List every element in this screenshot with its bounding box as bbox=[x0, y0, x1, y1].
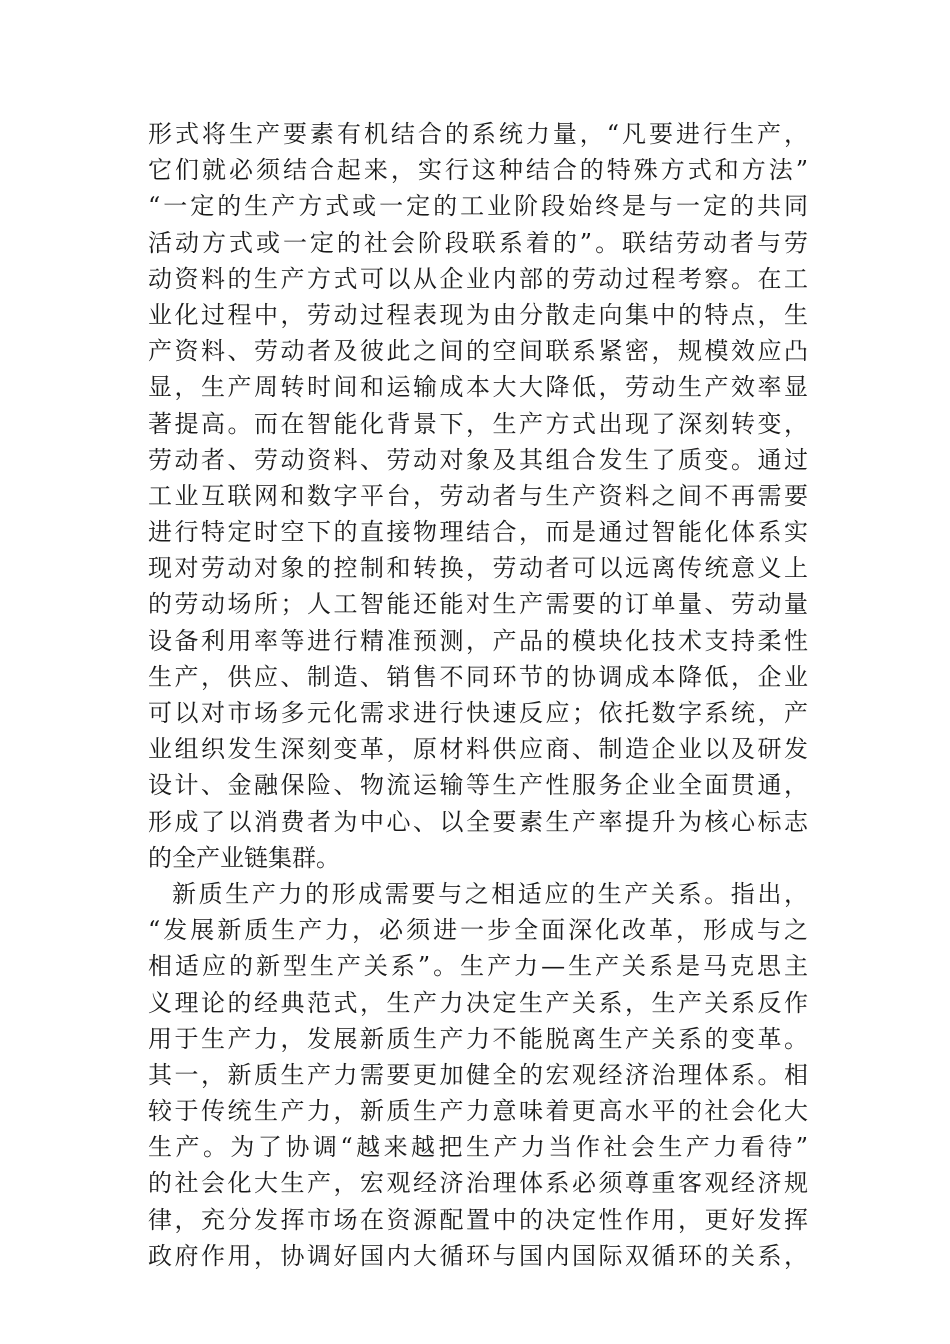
text-line: 产资料、劳动者及彼此之间的空间联系紧密，规模效应凸 bbox=[148, 337, 808, 366]
text-line: 显，生产周转时间和运输成本大大降低，劳动生产效率显 bbox=[148, 373, 808, 402]
text-line: 动资料的生产方式可以从企业内部的劳动过程考察。在工 bbox=[148, 264, 808, 293]
text-line: 可以对市场多元化需求进行快速反应；依托数字系统，产 bbox=[148, 699, 808, 727]
text-line: 形式将生产要素有机结合的系统力量，“凡要进行生产， bbox=[148, 120, 808, 148]
text-line: 现对劳动对象的控制和转换，劳动者可以远离传统意义上 bbox=[148, 554, 808, 583]
text-line: 业化过程中，劳动过程表现为由分散走向集中的特点，生 bbox=[148, 300, 808, 329]
text-line: 工业互联网和数字平台，劳动者与生产资料之间不再需要 bbox=[148, 481, 808, 510]
text-line: 政府作用，协调好国内大循环与国内国际双循环的关系， bbox=[148, 1241, 808, 1270]
text-line: 的社会化大生产，宏观经济治理体系必须尊重客观经济规 bbox=[148, 1169, 808, 1198]
text-line: 相适应的新型生产关系”。生产力—生产关系是马克思主 bbox=[148, 952, 808, 981]
text-line: 的全产业链集群。 bbox=[148, 843, 340, 872]
text-line: 其一，新质生产力需要更加健全的宏观经济治理体系。相 bbox=[148, 1060, 808, 1089]
text-line: 生产，供应、制造、销售不同环节的协调成本降低，企业 bbox=[148, 662, 808, 691]
text-line: 著提高。而在智能化背景下，生产方式出现了深刻转变， bbox=[148, 409, 808, 438]
document-body bbox=[148, 116, 808, 1274]
text-line: 律，充分发挥市场在资源配置中的决定性作用，更好发挥 bbox=[148, 1205, 808, 1234]
text-line: 进行特定时空下的直接物理结合，而是通过智能化体系实 bbox=[148, 518, 808, 547]
text-line: 生产。为了协调“越来越把生产力当作社会生产力看待” bbox=[148, 1133, 808, 1162]
text-line: 设计、金融保险、物流运输等生产性服务企业全面贯通， bbox=[148, 771, 808, 800]
paragraph-1 bbox=[148, 116, 808, 876]
text-line: 它们就必须结合起来，实行这种结合的特殊方式和方法” bbox=[148, 156, 808, 185]
text-line: 义理论的经典范式，生产力决定生产关系，生产关系反作 bbox=[148, 988, 808, 1017]
text-line: 设备利用率等进行精准预测，产品的模块化技术支持柔性 bbox=[148, 626, 808, 655]
text-line: 新质生产力的形成需要与之相适应的生产关系。指出， bbox=[172, 879, 808, 908]
text-line: 用于生产力，发展新质生产力不能脱离生产关系的变革。 bbox=[148, 1024, 808, 1053]
text-line: “发展新质生产力，必须进一步全面深化改革，形成与之 bbox=[148, 916, 808, 945]
text-line: 的劳动场所；人工智能还能对生产需要的订单量、劳动量 bbox=[148, 590, 808, 619]
text-line: 业组织发生深刻变革，原材料供应商、制造企业以及研发 bbox=[148, 735, 808, 764]
text-line: “一定的生产方式或一定的工业阶段始终是与一定的共同 bbox=[148, 192, 808, 221]
text-line: 较于传统生产力，新质生产力意味着更高水平的社会化大 bbox=[148, 1097, 808, 1126]
text-line: 活动方式或一定的社会阶段联系着的”。联结劳动者与劳 bbox=[148, 228, 808, 257]
paragraph-2 bbox=[148, 876, 808, 1274]
text-line: 劳动者、劳动资料、劳动对象及其组合发生了质变。通过 bbox=[148, 445, 808, 474]
text-line: 形成了以消费者为中心、以全要素生产率提升为核心标志 bbox=[148, 807, 808, 836]
